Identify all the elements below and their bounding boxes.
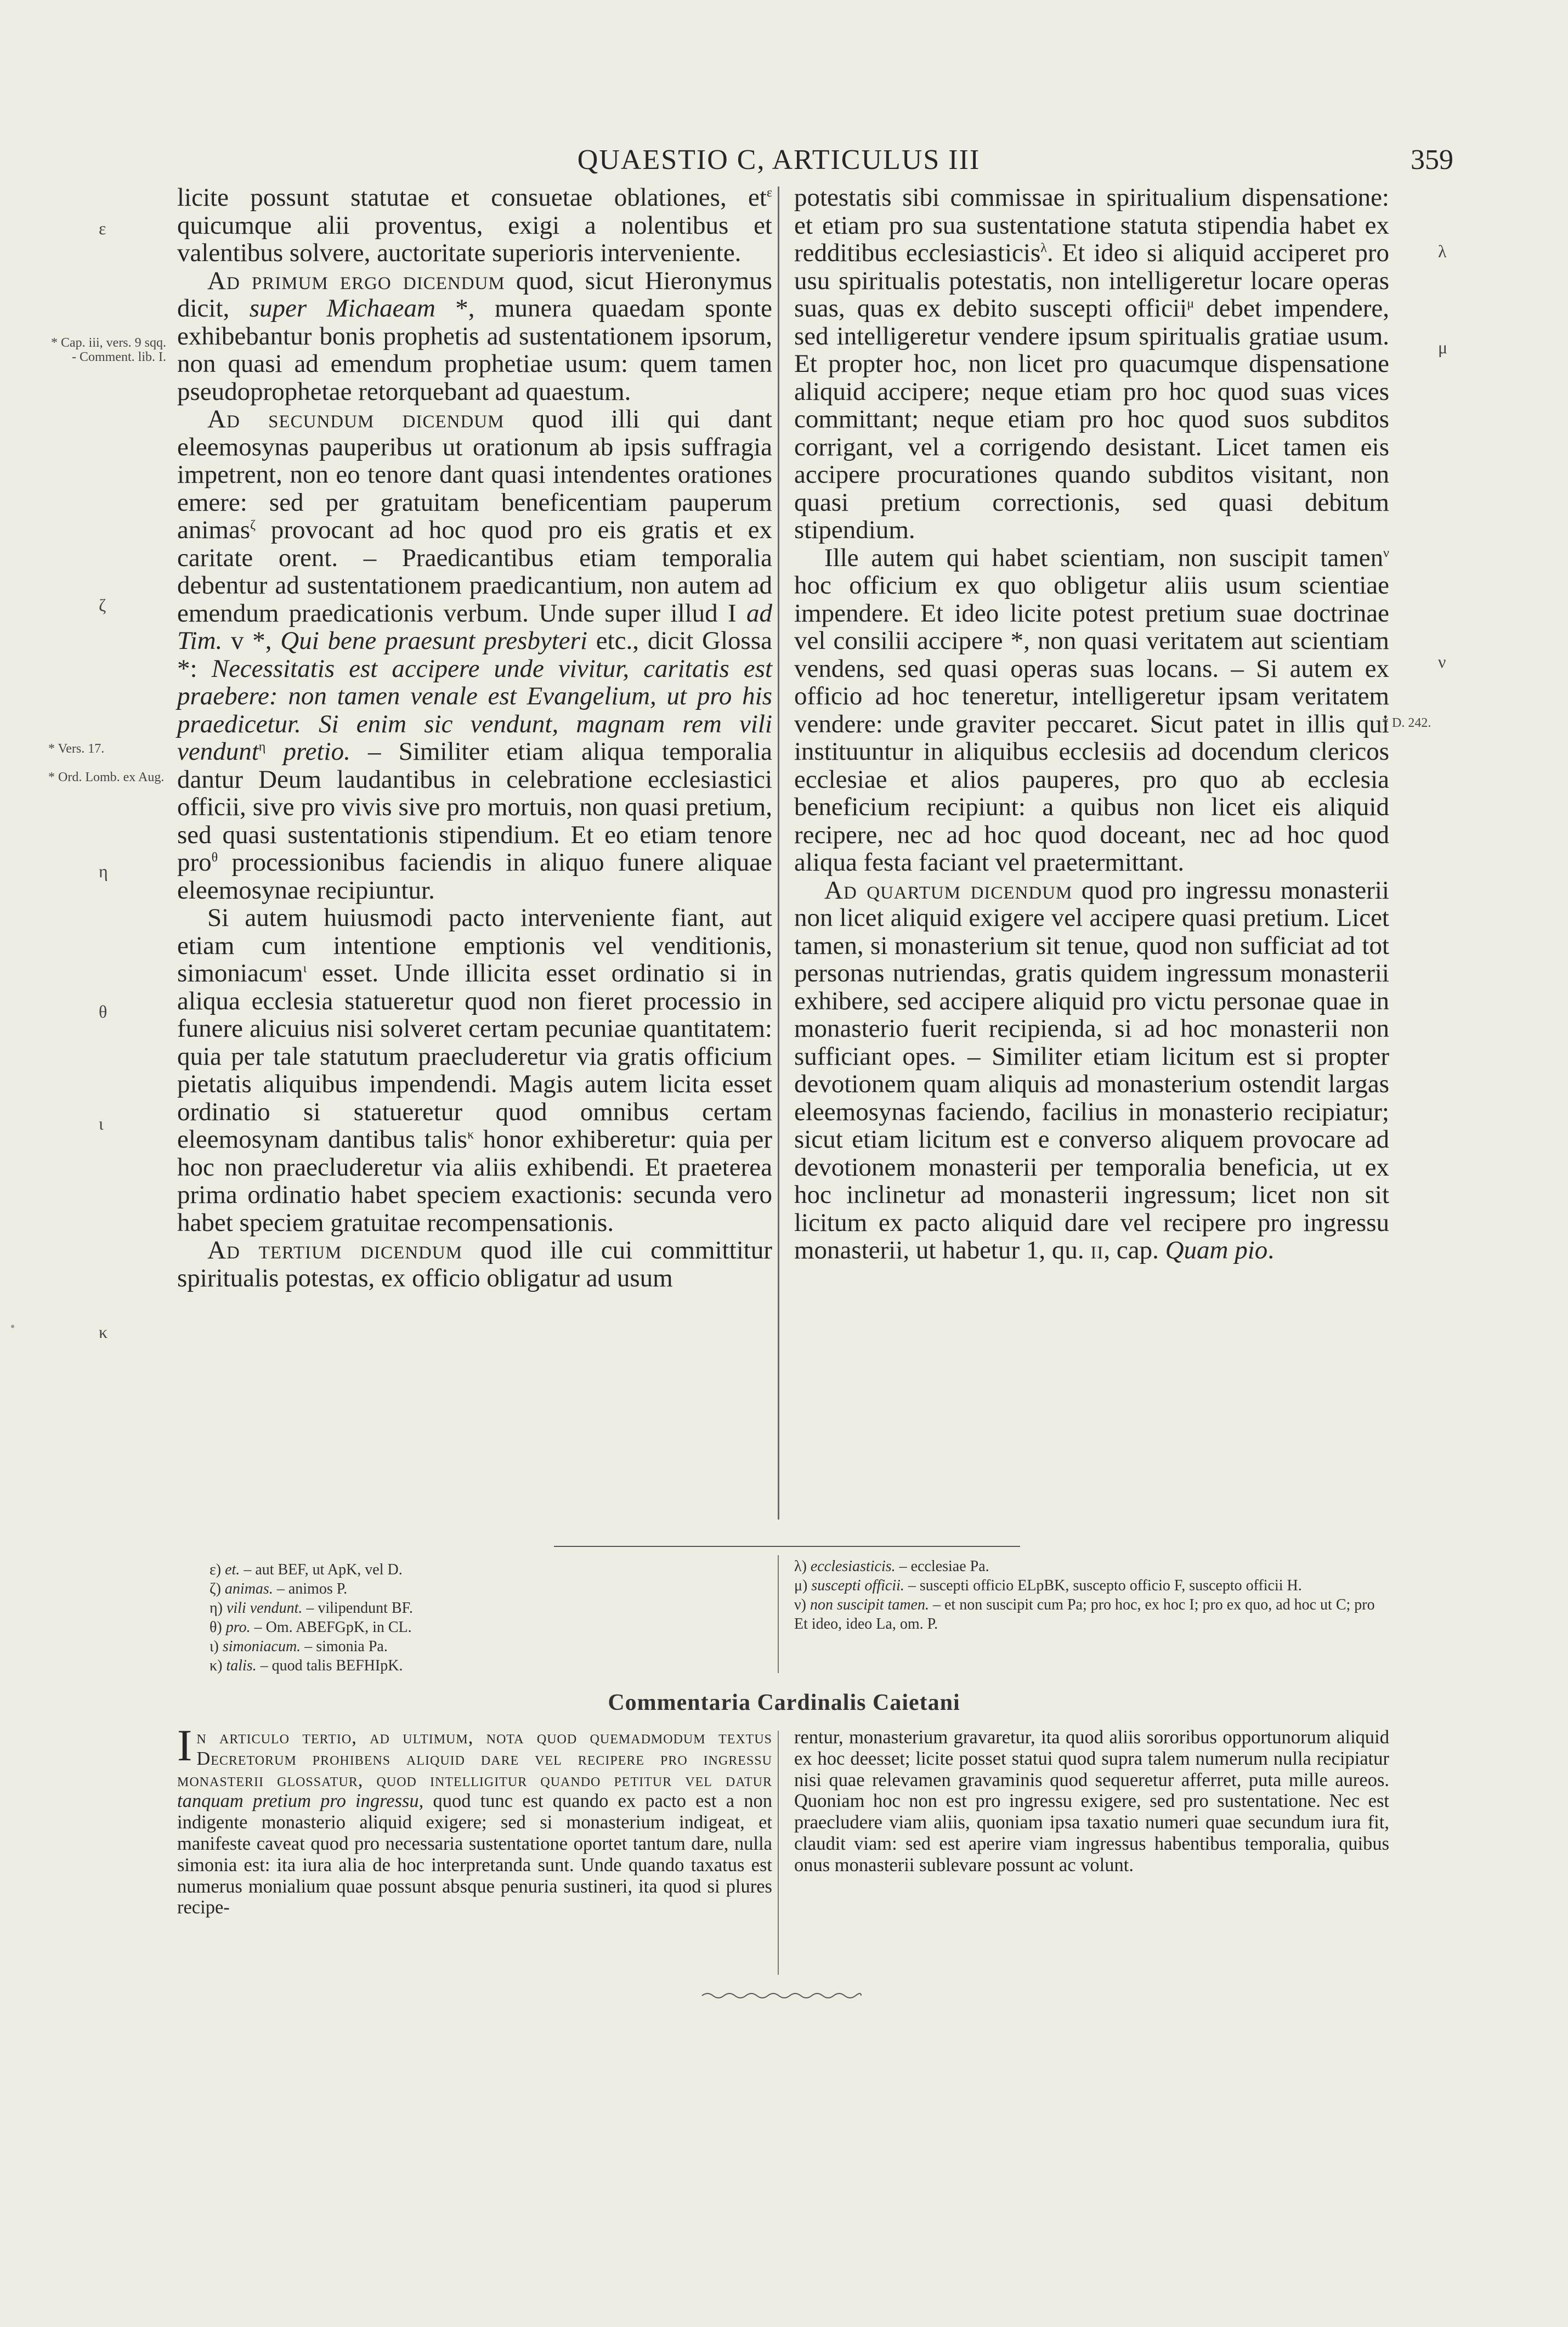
page-number: 359 [1411,144,1453,176]
commentary-right-column: rentur, monasterium gravaretur, ita quod aliis sororibus opportunorum aliquid ex hoc deesset; licite posset statui quod supra talem numerum nulla recipiatur nisi quae relevamen gravaminis quod sequeretur afferret, puta mille aureos. Quoniam hoc non est pro ingressu exigere, sed pro sustentatione. Nec est praecludere viam aliis, quoniam ipsa taxatio numeri quae secundum iura fit, claudit viam: sed est aperire viam ingressus habentibus temporalia, quibus onus monasterii sublevare possunt ac volunt. [794,1727,1389,1876]
paragraph: potestatis sibi commissae in spiritualium dispensatione: et etiam pro sua sustentatione statuta stipendia habet ex redditibus ecclesiasticis$^\lambda$. Et ideo si aliquid acciperet pro usu spiritualis potestatis, non intelligeretur locare operas suas, quas ex debito suscepti officii$^\mu$ debet impendere, sed intelligeretur vendere ipsum spiritualis gratiae usum. Et propter hoc, non licet pro quacumque dispensatione aliquid accipere; neque etiam pro hoc quod suas vices committant; neque etiam pro hoc quod suos subditos corrigant, vel a corrigendo desistant. Licet tamen eis accipere procurationes quando subditos visitant, non quasi pretium correctionis, sed quasi debitum stipendium. [794,183,1389,544]
apparatus-lemma: talis. [226,1657,257,1674]
paragraph-ad-primum: Ad primum ergo dicendum quod, sicut Hieronymus dicit, super Michaeam *, munera quaedam sponte exhibebantur bonis prophetis ad sustentationem ipsorum, non quasi ad emendum prophetiae usum: quem tamen pseudoprophetae retorquebant ad quaestum. [177,266,772,406]
apparatus-entry [794,1595,1381,1634]
margin-symbol-iota: ι [99,1114,104,1133]
margin-symbol-lambda: λ [1438,241,1447,261]
paragraph-si-autem: Si autem huiusmodi pacto interveniente fiant, aut etiam cum intentione emptionis vel venditionis, simoniacum$^\iota$ esset. Unde illicita esset ordinatio si in aliqua ecclesia statueretur quod non fieret processio in funere alicuius nisi solveret certam pecuniae quantitatem: quia per tale statutum praecluderetur via gratis officium pietatis aliquibus impendendi. Magis autem licita esset ordinatio si statueretur quod omnibus certam eleemosynam dantibus talis$^\kappa$ honor exhiberetur: quia per hoc non praecluderetur via aliis exhibendi. Et praeterea prima ordinatio habet speciem exactionis: secunda vero habet speciem gratuitae recompensationis. [177,903,772,1237]
apparatus-note: – aut BEF, ut ApK, vel D. [240,1561,403,1578]
paragraph: licite possunt statutae et consuetae oblationes, $et^\varepsilon$ quicumque alii proventus, exigi a nolentibus et valentibus solvere, auctoritate superioris interveniente. [177,183,772,267]
scan-speck [11,1325,14,1328]
apparatus-symbol: ζ) [210,1580,225,1597]
apparatus-symbol: λ) [794,1558,811,1575]
main-text-left-column [177,184,772,1292]
apparatus-lemma: non suscipit tamen. [810,1596,929,1613]
apparatus-lemma: et. [225,1561,240,1578]
commentary-title: Commentaria Cardinalis Caietani [608,1690,960,1715]
apparatus-note: – Om. ABEFGpK, in CL. [250,1619,412,1636]
apparatus-note: – quod talis BEFHIpK. [256,1657,403,1674]
apparatus-entry [210,1579,769,1599]
apparatus-note: – vilipendunt BF. [302,1600,413,1617]
tailpiece-ornament [699,1990,864,2001]
apparatus-symbol: ι) [210,1638,223,1655]
apparatus-left [210,1560,769,1675]
apparatus-symbol: η) [210,1600,227,1617]
margin-symbol-zeta: ζ [99,595,106,615]
apparatus-entry [210,1656,769,1675]
apparatus-symbol: κ) [210,1657,227,1674]
margin-note-d242: * D. 242. [1382,716,1431,730]
apparatus-symbol: ν) [794,1596,810,1613]
apparatus-rule [554,1546,1020,1547]
margin-note-ord-lomb: * Ord. Lomb. ex Aug. [48,770,165,784]
drop-cap: I [177,1720,193,1770]
apparatus-lemma: animas. [224,1580,273,1597]
apparatus-lemma: suscepti officii. [811,1577,904,1594]
margin-symbol-eta: η [99,861,108,881]
apparatus-note: – suscepti officio ELpBK, suscepto officio F, suscepto officii H. [904,1577,1302,1594]
margin-note-michaeam: * Cap. iii, vers. 9 sqq. - Comment. lib. I. [51,336,166,364]
margin-symbol-epsilon: ε [99,218,106,238]
apparatus-entry [794,1557,1381,1576]
apparatus-note: – simonia Pa. [301,1638,388,1655]
commentary-divider [778,1731,779,1975]
running-title: QUAESTIO C, ARTICULUS III [577,144,981,176]
paragraph-ad-secundum: Ad secundum dicendum quod illi qui dant eleemosynas pauperibus ut orationum ab ipsis suffragia impetrent, non eo tenore dant quasi intendentes orationes emere: sed per gratuitam beneficentiam pauperum animas$^\zeta$ provocant ad hoc quod pro eis gratis et ex caritate orent. – Praedicantibus etiam temporalia debentur ad sustentationem praedicantium, non autem ad emendum praedicationis verbum. Unde super illud I ad Tim. v *, Qui bene praesunt presbyteri etc., dicit Glossa *: Necessitatis est accipere unde vivitur, caritatis est praebere: non tamen venale est Evangelium, ut pro his praedicetur. Si enim sic vendunt, magnam rem vili vendunt$^\eta$ pretio. – Similiter etiam aliqua temporalia dantur Deum laudantibus in celebratione ecclesiastici officii, sive pro vivis sive pro mortuis, non quasi pretium, sed quasi sustentationis stipendium. Et eo etiam tenore pro$^\theta$ processionibus faciendis in aliquo funere aliquae eleemosynae recipiuntur. [177,405,773,905]
paragraph-ad-quartum: Ad quartum dicendum quod pro ingressu monasterii non licet aliquid exigere vel accipere quasi pretium. Licet tamen, si monasterium sit tenue, quod non sufficiat ad tot personas nutriendas, gratis quidem ingressum monasterii exhibere, sed accipere aliquid pro victu personae quae in monasterio fuerit recipienda, si ad hoc monasterii non sufficiant opes. – Similiter etiam licitum est si propter devotionem quam aliquis ad monasterium ostendit largas eleemosynas faciendo, facilius in monasterio recipiatur; sicut etiam licitum est e converso aliquem provocare ad devotionem monasterii per temporalia beneficia, ut ex hoc inclinetur ad monasterii ingressum; licet non sit licitum ex pacto aliquid dare vel recipere pro ingressu monasterii, ut habetur 1, qu. ii, cap. Quam pio. [794,876,1389,1264]
apparatus-entry [210,1637,769,1656]
main-text-right-column [794,184,1389,1264]
apparatus-symbol: ε) [210,1561,225,1578]
commentary-left-column: In articulo tertio, ad ultimum, nota quod quemadmodum textus Decretorum prohibens aliquid dare vel recipere pro ingressu monasterii glossatur, quod intelligitur quando petitur vel datur tanquam pretium pro ingressu, quod tunc est quando ex pacto est a non indigente monasterio aliquid exigere; sed si monasterium indigeat, et manifeste caveat quod pro necessaria sustentatione oportet tantum dare, nulla simonia est: ita iura alia de hoc interpretanda sunt. Unde quando taxatus est numerus monialium quae possunt absque penuria sustineri, ita quod si plures recipe- [177,1720,772,1918]
apparatus-entry [210,1618,769,1637]
running-head [176,144,1453,177]
apparatus-lemma: ecclesiasticis. [810,1558,896,1575]
margin-symbol-nu: ν [1438,652,1446,671]
apparatus-lemma: pro. [225,1619,251,1636]
paragraph-ille-autem: Ille autem qui habet scientiam, non suscipit tamen$^\nu$ hoc officium ex quo obligetur aliis usum scientiae impendere. Et ideo licite potest pretium suae doctrinae vel consilii accipere *, non quasi veritatem aut scientiam vendens, sed quasi operas suas locans. – Si autem ex officio ad hoc teneretur, intelligeretur ipsam veritatem vendere: unde graviter peccaret. Sicut patet in illis qui instituuntur in aliquibus ecclesiis ad docendum clericos ecclesiae et alios pauperes, pro quo ab ecclesia beneficium recipiunt: a quibus non licet eis aliquid recipere, nec ad hoc quod doceant, nec ad hoc quod aliqua festa faciant vel praetermittant. [794,543,1389,877]
margin-symbol-theta: θ [99,1002,107,1021]
margin-note-vers: * Vers. 17. [48,742,105,756]
apparatus-right [794,1557,1381,1634]
apparatus-note: – et non suscipit cum Pa; pro hoc, ex hoc I; pro ex quo, ad hoc ut C; pro Et ideo, ideo La, om. P. [794,1596,1375,1633]
apparatus-note: – ecclesiae Pa. [895,1558,989,1575]
apparatus-entry [794,1576,1381,1595]
apparatus-note: – animos P. [273,1580,348,1597]
apparatus-entry [210,1560,769,1579]
apparatus-entry [210,1599,769,1618]
margin-symbol-kappa: κ [99,1322,108,1342]
apparatus-lemma: vili vendunt. [226,1600,303,1617]
margin-symbol-mu: μ [1438,337,1448,357]
column-divider [778,187,781,1520]
apparatus-symbol: μ) [794,1577,812,1594]
apparatus-symbol: θ) [210,1619,226,1636]
apparatus-divider [778,1555,779,1673]
apparatus-lemma: simoniacum. [222,1638,301,1655]
paragraph-ad-tertium: Ad tertium dicendum quod ille cui committitur spiritualis potestas, ex officio obligatur ad usum [177,1236,773,1292]
